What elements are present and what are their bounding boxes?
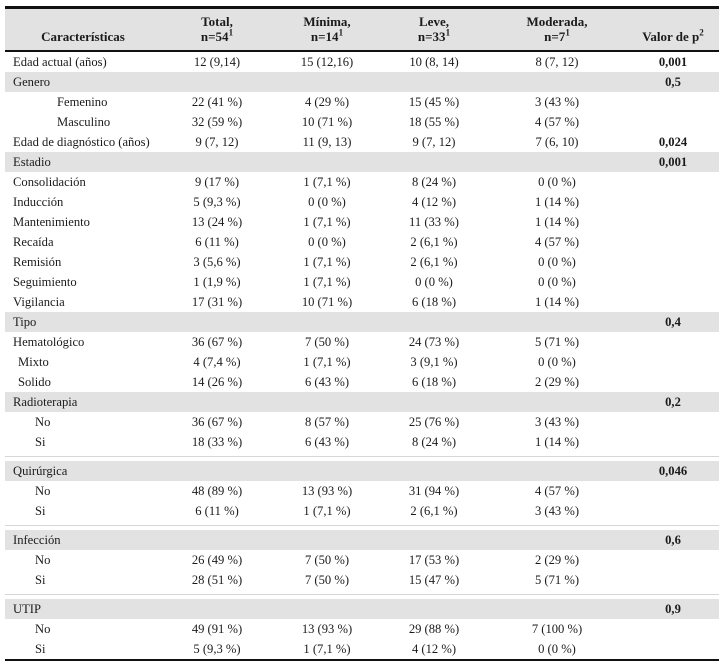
section-row [5,312,719,332]
cell-total: 9 (7, 12) [195,135,239,149]
cell-pvalue [627,501,719,521]
cell-total: 36 (67 %) [191,415,243,429]
cell-minima: 1 (7,1 %) [303,504,351,518]
cell-total: 6 (11 %) [195,504,239,518]
row-label: Mantenimiento [13,215,90,229]
cell-total: 1 (1,9 %) [193,275,241,289]
row-label: Si [35,642,46,656]
cell-leve: 17 (53 %) [408,553,460,567]
col-header-label: Características [41,29,125,44]
cell-total: 49 (91 %) [191,622,243,636]
cell-minima: 7 (50 %) [304,335,350,349]
cell-pvalue [627,639,719,659]
table-row [5,112,719,132]
cell-leve: 2 (6,1 %) [410,255,458,269]
cell-total: 5 (9,3 %) [193,195,241,209]
characteristics-table [5,6,719,661]
footnote-marker: 1 [228,27,234,38]
cell-leve [381,312,487,332]
cell-leve [381,152,487,172]
cell-moderada: 3 (43 %) [534,504,580,518]
row-label: Estadio [5,152,161,172]
cell-moderada: 7 (6, 10) [535,135,579,149]
col-header-leve [381,9,487,52]
cell-pvalue: 0,046 [627,457,719,481]
cell-leve: 3 (9,1 %) [410,355,458,369]
table-page [5,6,719,661]
row-label: Tipo [5,312,161,332]
cell-leve: 11 (33 %) [409,215,459,229]
table-row [5,52,719,72]
row-label: Genero [5,72,161,92]
cell-pvalue [627,292,719,312]
table-row [5,292,719,312]
cell-leve: 6 (18 %) [411,375,457,389]
cell-minima [273,457,381,481]
col-header-label: Valor de p [642,29,700,44]
cell-leve: 25 (76 %) [408,415,460,429]
col-header-n: n=54 [200,29,229,44]
cell-leve: 4 (12 %) [411,195,457,209]
cell-total: 32 (59 %) [191,115,243,129]
cell-minima: 1 (7,1 %) [303,255,351,269]
cell-pvalue: 0,001 [627,152,719,172]
cell-moderada: 4 (57 %) [534,115,580,129]
cell-total: 28 (51 %) [191,573,243,587]
cell-leve: 8 (24 %) [411,435,457,449]
section-row [5,526,719,550]
cell-pvalue [627,352,719,372]
cell-moderada [487,312,627,332]
cell-minima: 4 (29 %) [304,95,350,109]
col-header-n: n=14 [310,29,339,44]
cell-pvalue [627,570,719,590]
cell-minima: 1 (7,1 %) [303,355,351,369]
cell-leve: 18 (55 %) [408,115,460,129]
row-label: Edad de diagnóstico (años) [13,135,150,149]
col-header-moderada [487,9,627,52]
cell-total: 6 (11 %) [195,235,239,249]
row-label: Seguimiento [13,275,77,289]
cell-moderada: 4 (57 %) [534,235,580,249]
row-label: Solido [18,375,51,389]
cell-moderada: 5 (71 %) [534,335,580,349]
row-label: Si [35,573,46,587]
cell-total [161,72,273,92]
footnote-marker: 1 [445,27,451,38]
cell-moderada [487,152,627,172]
cell-moderada: 4 (57 %) [534,484,580,498]
table-row [5,352,719,372]
col-header-pvalue [627,9,719,52]
cell-leve: 8 (24 %) [411,175,457,189]
cell-minima: 13 (93 %) [301,484,353,498]
cell-leve: 31 (94 %) [408,484,460,498]
row-label: No [35,553,51,567]
cell-total [161,595,273,619]
col-header-n: n=7 [544,29,566,44]
cell-pvalue [627,332,719,352]
cell-pvalue [627,252,719,272]
section-row [5,457,719,481]
cell-minima: 6 (43 %) [304,435,350,449]
cell-total: 4 (7,4 %) [193,355,241,369]
cell-minima [273,312,381,332]
cell-moderada [487,526,627,550]
cell-moderada: 1 (14 %) [534,295,580,309]
cell-pvalue [627,192,719,212]
cell-minima: 7 (50 %) [304,553,350,567]
cell-total: 14 (26 %) [191,375,243,389]
cell-minima: 11 (9, 13) [302,135,352,149]
cell-pvalue: 0,6 [627,526,719,550]
cell-leve [381,526,487,550]
cell-pvalue [627,432,719,452]
table-row [5,481,719,501]
cell-leve: 15 (47 %) [408,573,460,587]
row-label: No [35,622,51,636]
cell-moderada: 0 (0 %) [538,355,576,369]
cell-pvalue: 0,4 [627,312,719,332]
cell-moderada: 0 (0 %) [538,175,576,189]
table-body [5,52,719,659]
cell-pvalue: 0,024 [658,135,688,149]
cell-pvalue [627,372,719,392]
cell-pvalue [627,112,719,132]
table-row [5,639,719,659]
col-header-caracteristicas [5,9,161,52]
table-row [5,570,719,590]
cell-pvalue [627,412,719,432]
cell-minima: 1 (7,1 %) [303,642,351,656]
cell-moderada: 1 (14 %) [534,215,580,229]
cell-moderada: 3 (43 %) [534,415,580,429]
cell-leve: 15 (45 %) [408,95,460,109]
cell-moderada [487,595,627,619]
cell-leve [381,72,487,92]
row-label: Radioterapia [5,392,161,412]
footnote-marker: 2 [699,27,704,38]
row-label: Vigilancia [13,295,65,309]
cell-minima: 10 (71 %) [301,295,353,309]
cell-moderada: 0 (0 %) [538,275,576,289]
section-row [5,595,719,619]
cell-minima [273,152,381,172]
row-label: Masculino [57,115,111,129]
cell-moderada [487,392,627,412]
cell-minima [273,526,381,550]
col-header-label: Mínima, [303,14,351,29]
cell-leve: 2 (6,1 %) [410,504,458,518]
cell-total: 5 (9,3 %) [193,642,241,656]
row-label: No [35,484,51,498]
cell-leve: 9 (7, 12) [412,135,456,149]
cell-pvalue [627,481,719,501]
cell-minima: 15 (12,16) [300,55,354,69]
cell-minima [273,595,381,619]
table-row [5,550,719,570]
cell-total: 22 (41 %) [191,95,243,109]
cell-leve [381,457,487,481]
cell-pvalue [627,272,719,292]
cell-leve: 2 (6,1 %) [410,235,458,249]
cell-leve: 29 (88 %) [408,622,460,636]
cell-leve: 10 (8, 14) [409,55,459,69]
cell-moderada: 0 (0 %) [538,255,576,269]
col-header-label: Leve, [419,14,449,29]
cell-moderada: 2 (29 %) [534,375,580,389]
row-label: Consolidación [13,175,86,189]
table-row [5,412,719,432]
cell-pvalue: 0,5 [627,72,719,92]
cell-total: 9 (17 %) [194,175,240,189]
row-label: Recaída [13,235,54,249]
cell-total [161,457,273,481]
table-row [5,132,719,152]
cell-minima: 13 (93 %) [301,622,353,636]
row-label: Femenino [57,95,108,109]
cell-moderada: 0 (0 %) [538,642,576,656]
col-header-minima [273,9,381,52]
table-row [5,192,719,212]
table-row [5,332,719,352]
row-label: Mixto [18,355,49,369]
row-label: Remisión [13,255,62,269]
table-row [5,92,719,112]
footnote-marker: 1 [565,27,570,38]
cell-moderada: 3 (43 %) [534,95,580,109]
cell-leve [381,392,487,412]
table-row [5,432,719,452]
row-label: Edad actual (años) [13,55,107,69]
row-label: UTIP [5,595,161,619]
row-label: No [35,415,51,429]
row-label: Inducción [13,195,64,209]
row-label: Quirúrgica [5,457,161,481]
table-row [5,619,719,639]
cell-leve: 24 (73 %) [408,335,460,349]
cell-moderada: 8 (7, 12) [535,55,579,69]
cell-pvalue [627,550,719,570]
cell-pvalue [627,92,719,112]
cell-pvalue [627,232,719,252]
col-header-label: Total, [201,14,233,29]
cell-leve: 6 (18 %) [411,295,457,309]
cell-pvalue [627,172,719,192]
footnote-marker: 1 [338,27,344,38]
cell-leve [381,595,487,619]
cell-total [161,526,273,550]
section-row [5,152,719,172]
cell-minima [273,392,381,412]
cell-total: 3 (5,6 %) [193,255,241,269]
cell-pvalue: 0,9 [627,595,719,619]
cell-total: 36 (67 %) [191,335,243,349]
row-label: Hematológico [13,335,85,349]
col-header-label: Moderada, [526,14,588,29]
cell-minima: 7 (50 %) [304,573,350,587]
cell-minima: 1 (7,1 %) [303,175,351,189]
cell-leve: 0 (0 %) [415,275,453,289]
table-header [5,9,719,52]
cell-moderada [487,457,627,481]
cell-total [161,312,273,332]
table-row [5,252,719,272]
cell-total [161,392,273,412]
cell-pvalue: 0,001 [658,55,688,69]
cell-total: 48 (89 %) [191,484,243,498]
cell-moderada [487,72,627,92]
row-label: Si [35,435,46,449]
cell-pvalue [627,212,719,232]
cell-moderada: 2 (29 %) [534,553,580,567]
cell-minima: 10 (71 %) [301,115,353,129]
table-row [5,212,719,232]
cell-minima: 8 (57 %) [304,415,350,429]
cell-minima: 6 (43 %) [304,375,350,389]
table-row [5,501,719,521]
cell-total: 17 (31 %) [191,295,243,309]
cell-total: 13 (24 %) [191,215,243,229]
table-row [5,272,719,292]
col-header-n: n=33 [417,29,446,44]
table-row [5,232,719,252]
cell-leve: 4 (12 %) [411,642,457,656]
table-row [5,172,719,192]
cell-minima: 0 (0 %) [308,195,346,209]
col-header-total [161,9,273,52]
cell-total: 26 (49 %) [191,553,243,567]
cell-moderada: 5 (71 %) [534,573,580,587]
cell-moderada: 7 (100 %) [531,622,583,636]
cell-minima [273,72,381,92]
cell-pvalue: 0,2 [627,392,719,412]
header-row [5,9,719,52]
section-row [5,392,719,412]
cell-minima: 1 (7,1 %) [303,215,351,229]
cell-minima: 1 (7,1 %) [303,275,351,289]
cell-moderada: 1 (14 %) [534,435,580,449]
row-label: Si [35,504,46,518]
cell-total [161,152,273,172]
cell-moderada: 1 (14 %) [534,195,580,209]
cell-total: 18 (33 %) [191,435,243,449]
section-row [5,72,719,92]
table-row [5,372,719,392]
cell-pvalue [627,619,719,639]
cell-minima: 0 (0 %) [308,235,346,249]
row-label: Infección [5,526,161,550]
cell-total: 12 (9,14) [193,55,241,69]
